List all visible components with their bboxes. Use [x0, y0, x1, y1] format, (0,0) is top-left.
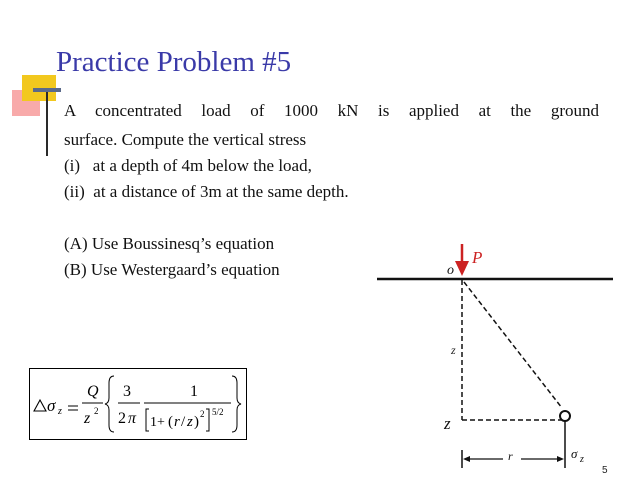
right-paren: ): [194, 414, 199, 430]
right-brace: [232, 376, 241, 432]
two-denominator: 2: [118, 410, 126, 427]
delta-symbol: [34, 400, 46, 411]
stress-label: σ: [571, 446, 578, 461]
problem-line-2: surface. Compute the vertical stress: [64, 130, 307, 149]
stress-subscript: z: [580, 454, 584, 465]
radial-dashed-line: [464, 282, 562, 408]
radius-arrow-right: [557, 456, 564, 462]
problem-line-3: (i) at a depth of 4m below the load,: [64, 156, 312, 175]
load-diagram: [375, 236, 615, 468]
left-paren: (: [168, 414, 173, 430]
depth-label-small: z: [451, 343, 456, 357]
left-brace: [105, 376, 114, 432]
three-numerator: 3: [123, 383, 131, 400]
page-number: 5: [602, 465, 608, 476]
problem-line-4: (ii) at a distance of 3m at the same depth.: [64, 182, 349, 201]
method-a: (A) Use Boussinesq’s equation: [64, 234, 275, 253]
outer-exponent: 5/2: [212, 407, 224, 417]
z-symbol: z: [187, 414, 193, 430]
slide-title: Practice Problem #5: [56, 46, 292, 78]
pi-symbol: π: [128, 410, 137, 427]
depth-label: z: [444, 414, 451, 433]
formula-graphic: [30, 369, 246, 439]
one-plus: 1+: [150, 415, 165, 430]
z-squared: 2: [94, 406, 99, 416]
r-symbol: r: [174, 414, 180, 430]
right-bracket: [206, 409, 209, 431]
sigma-symbol: σ: [47, 396, 56, 415]
radius-label: r: [508, 449, 513, 463]
one-numerator: 1: [190, 383, 198, 400]
slash-symbol: /: [181, 414, 186, 430]
origin-label: o: [447, 263, 454, 278]
boussinesq-formula: [29, 368, 247, 440]
load-label: P: [472, 248, 483, 267]
load-arrow-head: [455, 261, 469, 276]
accent-vertical-line: [46, 92, 48, 156]
radius-arrow-left: [463, 456, 470, 462]
stress-point: [560, 411, 570, 421]
left-bracket: [146, 409, 149, 431]
problem-line-1: A concentrated load of 1000 kN is applied at the ground: [64, 101, 599, 120]
sigma-subscript: z: [58, 406, 62, 417]
method-b: (B) Use Westergaard’s equation: [64, 260, 280, 279]
q-numerator: Q: [87, 383, 99, 400]
z-denominator: z: [84, 410, 91, 427]
inner-exponent: 2: [200, 409, 205, 419]
